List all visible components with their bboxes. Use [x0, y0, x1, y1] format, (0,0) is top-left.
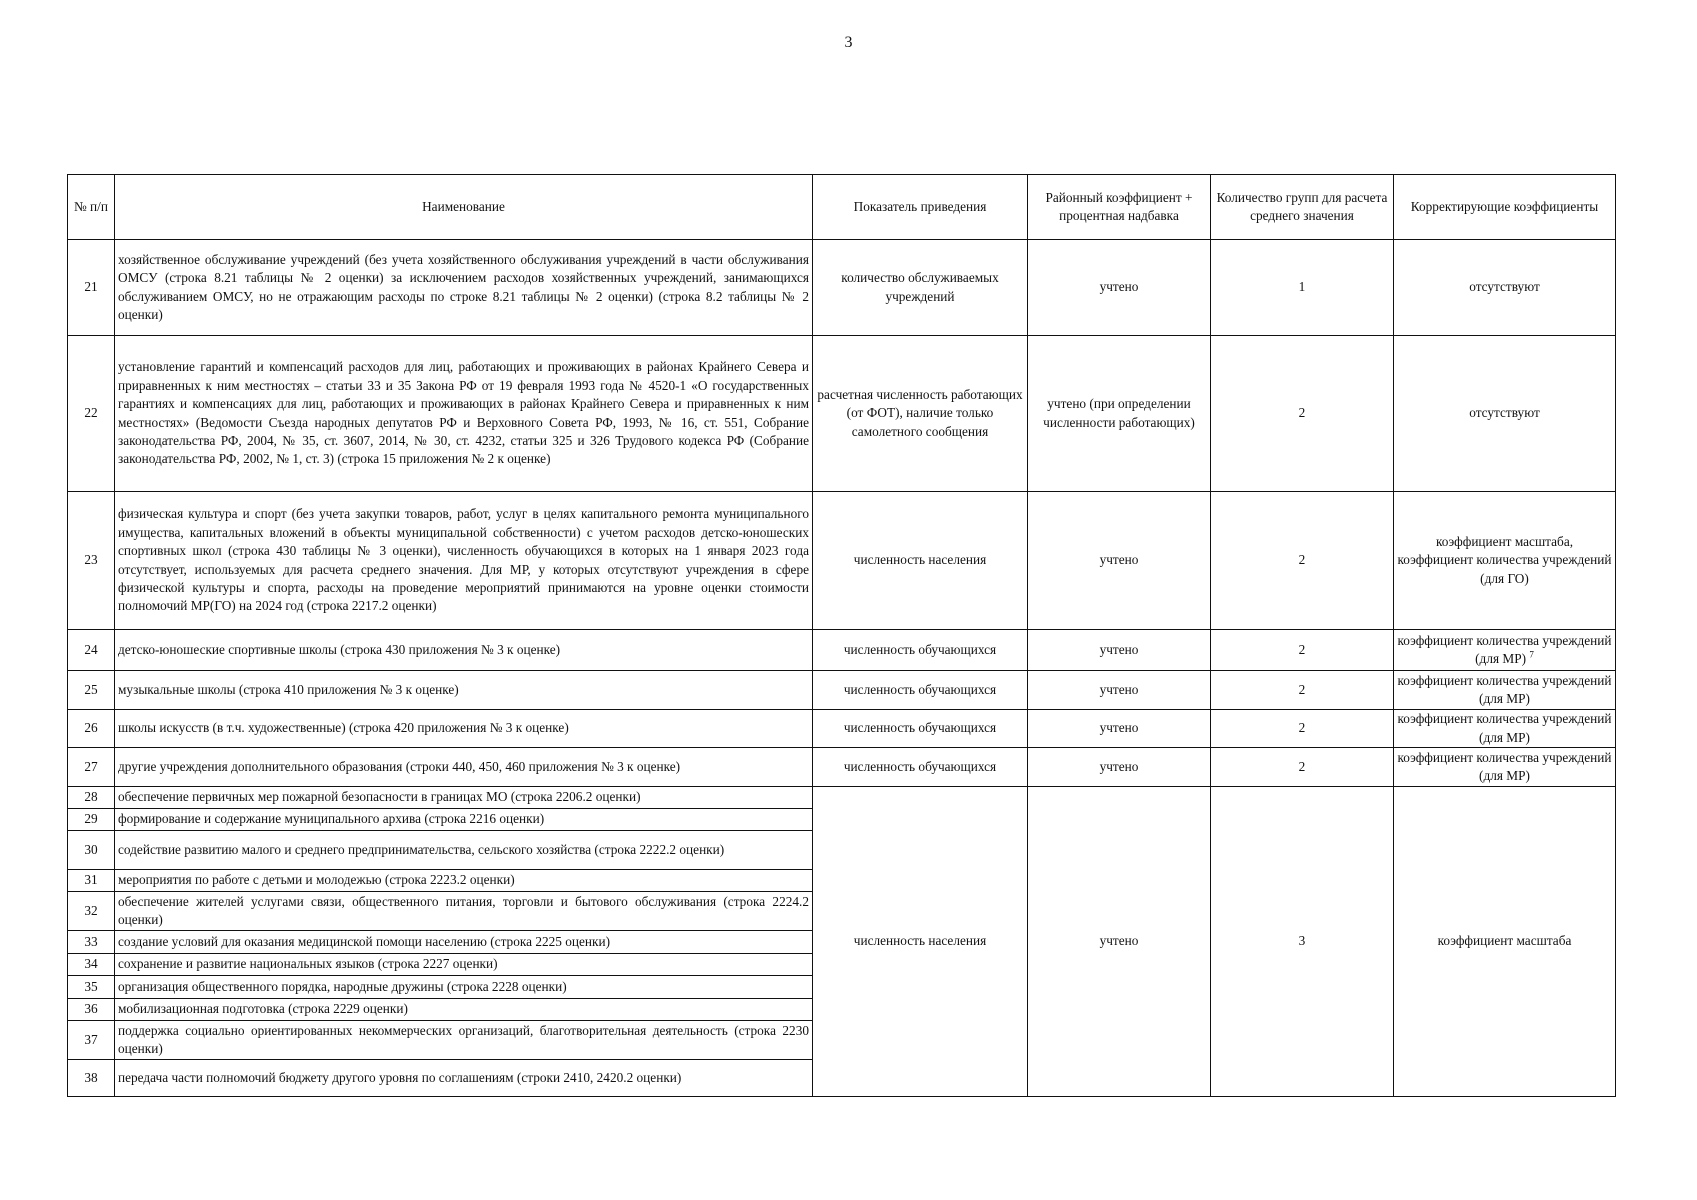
row-name: сохранение и развитие национальных языков (строка 2227 оценки) — [115, 954, 813, 976]
row-num: 21 — [68, 240, 115, 336]
row-num: 22 — [68, 336, 115, 492]
row-name: создание условий для оказания медицинской помощи населению (строка 2225 оценки) — [115, 931, 813, 954]
row-coef: учтено — [1028, 492, 1211, 630]
row-coef: учтено — [1028, 710, 1211, 748]
row-num: 36 — [68, 999, 115, 1021]
row-name: музыкальные школы (строка 410 приложения № 3 к оценке) — [115, 671, 813, 710]
row-num: 27 — [68, 748, 115, 787]
table-row — [68, 787, 1616, 809]
expenditure-table — [67, 174, 1616, 1097]
group-coef: учтено — [1028, 787, 1211, 1097]
row-indicator: численность обучающихся — [813, 710, 1028, 748]
row-name: школы искусств (в т.ч. художественные) (строка 420 приложения № 3 к оценке) — [115, 710, 813, 748]
table-header-row — [68, 175, 1616, 240]
row-groups: 1 — [1211, 240, 1394, 336]
group-groups: 3 — [1211, 787, 1394, 1097]
row-name: другие учреждения дополнительного образования (строки 440, 450, 460 приложения № 3 к оценке) — [115, 748, 813, 787]
header-num: № п/п — [68, 175, 115, 240]
table-row — [68, 336, 1616, 492]
row-num: 34 — [68, 954, 115, 976]
row-coef: учтено — [1028, 671, 1211, 710]
group-correction: коэффициент масштаба — [1394, 787, 1616, 1097]
row-name: мероприятия по работе с детьми и молодежью (строка 2223.2 оценки) — [115, 870, 813, 892]
row-name: обеспечение жителей услугами связи, общественного питания, торговли и бытового обслуживания (строка 2224.2 оценки) — [115, 892, 813, 931]
row-indicator: численность обучающихся — [813, 630, 1028, 671]
header-groups: Количество групп для расчета среднего значения — [1211, 175, 1394, 240]
row-groups: 2 — [1211, 671, 1394, 710]
row-num: 30 — [68, 831, 115, 870]
row-name: мобилизационная подготовка (строка 2229 оценки) — [115, 999, 813, 1021]
row-correction: коэффициент количества учреждений (для МР) — [1394, 710, 1616, 748]
row-num: 28 — [68, 787, 115, 809]
row-name: организация общественного порядка, народные дружины (строка 2228 оценки) — [115, 976, 813, 999]
row-indicator: расчетная численность работающих (от ФОТ), наличие только самолетного сообщения — [813, 336, 1028, 492]
header-correction: Корректирующие коэффициенты — [1394, 175, 1616, 240]
row-name: формирование и содержание муниципального архива (строка 2216 оценки) — [115, 809, 813, 831]
row-indicator: численность обучающихся — [813, 671, 1028, 710]
row-indicator: численность населения — [813, 492, 1028, 630]
table-row — [68, 240, 1616, 336]
header-indicator: Показатель приведения — [813, 175, 1028, 240]
row-num: 25 — [68, 671, 115, 710]
row-name: физическая культура и спорт (без учета закупки товаров, работ, услуг в целях капитального ремонта муниципального имущества, капитальных вложений в объекты муниципальной собственности) с учетом расходов детско-юношеских спортивных школ (строка 430 таблицы № 3 оценки), численность обучающихся в которых на 1 января 2023 года отсутствует, используемых для расчета среднего значения. Для МР, у которых отсутствуют учреждения в сфере физической культуры и спорта, расходы на проведение мероприятий принимаются на уровне оценки стоимости полномочий МР(ГО) на 2024 год (строка 2217.2 оценки) — [115, 492, 813, 630]
row-name: передача части полномочий бюджету другого уровня по соглашениям (строки 2410, 2420.2 оценки) — [115, 1060, 813, 1097]
group-indicator: численность населения — [813, 787, 1028, 1097]
row-correction: коэффициент масштаба, коэффициент количества учреждений (для ГО) — [1394, 492, 1616, 630]
row-coef: учтено — [1028, 630, 1211, 671]
row-num: 29 — [68, 809, 115, 831]
footnote-marker: 7 — [1529, 649, 1534, 660]
row-groups: 2 — [1211, 748, 1394, 787]
row-num: 35 — [68, 976, 115, 999]
row-correction — [1394, 630, 1616, 671]
row-groups: 2 — [1211, 492, 1394, 630]
table-row — [68, 748, 1616, 787]
row-name: установление гарантий и компенсаций расходов для лиц, работающих и проживающих в районах Крайнего Севера и приравненных к ним местностях – статьи 33 и 35 Закона РФ от 19 февраля 1993 года № 4520-1 «О государственных гарантиях и компенсациях для лиц, работающих и проживающих в районах Крайнего Севера и приравненных к ним местностях» (Ведомости Съезда народных депутатов РФ и Верховного Совета РФ, 1993, № 16, ст. 551, Собрание законодательства РФ, 2004, № 35, ст. 3607, 2014, № 30, ст. 4232, статьи 325 и 326 Трудового кодекса РФ (Собрание законодательства РФ, 2002, № 1, ст. 3) (строка 15 приложения № 2 к оценке) — [115, 336, 813, 492]
row-coef: учтено — [1028, 240, 1211, 336]
table-row — [68, 671, 1616, 710]
row-num: 23 — [68, 492, 115, 630]
row-groups: 2 — [1211, 336, 1394, 492]
table-row — [68, 710, 1616, 748]
row-num: 26 — [68, 710, 115, 748]
row-coef: учтено (при определении численности работающих) — [1028, 336, 1211, 492]
correction-text: коэффициент количества учреждений (для МР) — [1397, 632, 1612, 666]
table-row — [68, 492, 1616, 630]
row-name: обеспечение первичных мер пожарной безопасности в границах МО (строка 2206.2 оценки) — [115, 787, 813, 809]
header-name: Наименование — [115, 175, 813, 240]
row-num: 37 — [68, 1021, 115, 1060]
page-number: 3 — [844, 34, 853, 51]
row-groups: 2 — [1211, 630, 1394, 671]
row-groups: 2 — [1211, 710, 1394, 748]
row-correction: коэффициент количества учреждений (для МР) — [1394, 671, 1616, 710]
row-name: поддержка социально ориентированных некоммерческих организаций, благотворительная деятельность (строка 2230 оценки) — [115, 1021, 813, 1060]
header-coef: Районный коэффициент + процентная надбавка — [1028, 175, 1211, 240]
row-indicator: количество обслуживаемых учреждений — [813, 240, 1028, 336]
row-indicator: численность обучающихся — [813, 748, 1028, 787]
row-num: 31 — [68, 870, 115, 892]
row-correction: коэффициент количества учреждений (для МР) — [1394, 748, 1616, 787]
row-num: 33 — [68, 931, 115, 954]
row-num: 32 — [68, 892, 115, 931]
row-correction: отсутствуют — [1394, 240, 1616, 336]
row-name: детско-юношеские спортивные школы (строка 430 приложения № 3 к оценке) — [115, 630, 813, 671]
row-name: хозяйственное обслуживание учреждений (без учета хозяйственного обслуживания учреждений в части обслуживания ОМСУ (строка 8.21 таблицы № 2 оценки) за исключением расходов хозяйственных учреждений, занимающихся обслуживанием ОМСУ, но не отражающим расходы по строке 8.21 таблицы № 2 оценки) (строка 8.2 таблицы № 2 оценки) — [115, 240, 813, 336]
row-coef: учтено — [1028, 748, 1211, 787]
row-num: 24 — [68, 630, 115, 671]
row-correction: отсутствуют — [1394, 336, 1616, 492]
row-num: 38 — [68, 1060, 115, 1097]
table-row — [68, 630, 1616, 671]
row-name: содействие развитию малого и среднего предпринимательства, сельского хозяйства (строка 2222.2 оценки) — [115, 831, 813, 870]
